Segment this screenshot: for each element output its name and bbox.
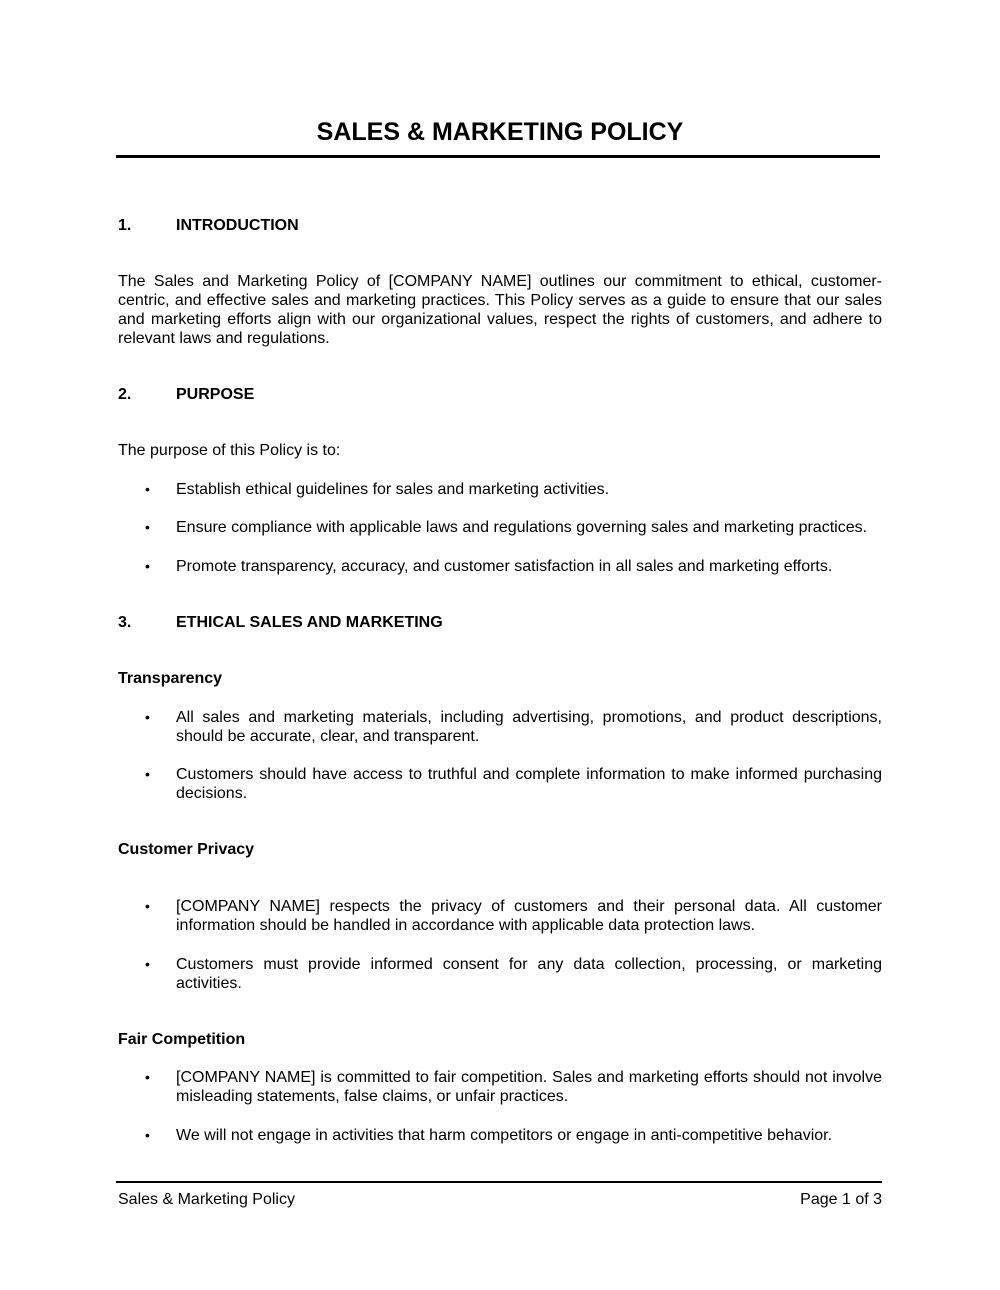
bullet-icon: • (145, 558, 150, 574)
list-item (145, 1068, 882, 1106)
subheading-customer-privacy: Customer Privacy (118, 841, 255, 858)
list-item-text: Customers should have access to truthful and complete information to make informed purchasing decisions. (176, 766, 882, 802)
section-number: 1. (118, 217, 132, 234)
list-item-text: We will not engage in activities that harm competitors or engage in anti-competitive behavior. (176, 1127, 833, 1144)
section-heading-purpose (118, 385, 882, 404)
section-heading-introduction (118, 216, 882, 235)
bullet-icon: • (145, 709, 150, 725)
list-item-text: [COMPANY NAME] is committed to fair competition. Sales and marketing efforts should not involve misleading statements, false claims, or unfair practices. (176, 1069, 882, 1105)
list-item (145, 955, 882, 993)
bullet-icon: • (145, 1069, 150, 1085)
list-item (145, 1126, 882, 1145)
list-item-text: [COMPANY NAME] respects the privacy of customers and their personal data. All customer information should be handled in accordance with applicable data protection laws. (176, 898, 882, 934)
section-title: INTRODUCTION (176, 217, 299, 234)
bullet-icon: • (145, 519, 150, 535)
list-item-text: Ensure compliance with applicable laws and regulations governing sales and marketing practices. (176, 519, 868, 536)
list-item-text: Promote transparency, accuracy, and customer satisfaction in all sales and marketing efforts. (176, 558, 833, 575)
section-number: 3. (118, 614, 132, 631)
page-footer (118, 1190, 882, 1209)
bullet-icon: • (145, 481, 150, 497)
list-item (145, 518, 882, 537)
section-title: ETHICAL SALES AND MARKETING (176, 614, 443, 631)
footer-rule (116, 1181, 882, 1183)
list-item-text: Customers must provide informed consent for any data collection, processing, or marketing activities. (176, 956, 882, 992)
section-heading-ethical-sales (118, 613, 882, 632)
list-item (145, 480, 882, 499)
list-item (145, 557, 882, 576)
list-item (145, 765, 882, 803)
bullet-icon: • (145, 766, 150, 782)
list-item (145, 897, 882, 935)
introduction-paragraph: The Sales and Marketing Policy of [COMPANY NAME] outlines our commitment to ethical, customer-centric, and effective sales and marketing practices. This Policy serves as a guide to ensure that our sales and marketing efforts align with our organizational values, respect the rights of customers, and adhere to relevant laws and regulations. (118, 273, 882, 347)
section-title: PURPOSE (176, 386, 255, 403)
bullet-icon: • (145, 956, 150, 972)
bullet-icon: • (145, 1127, 150, 1143)
document-title: SALES & MARKETING POLICY (316, 118, 684, 146)
list-item-text: Establish ethical guidelines for sales and marketing activities. (176, 481, 610, 498)
bullet-icon: • (145, 898, 150, 914)
footer-page-number: Page 1 of 3 (800, 1191, 882, 1208)
purpose-intro: The purpose of this Policy is to: (118, 442, 341, 459)
subheading-transparency: Transparency (118, 670, 223, 687)
section-number: 2. (118, 386, 132, 403)
list-item-text: All sales and marketing materials, including advertising, promotions, and product descriptions, should be accurate, clear, and transparent. (176, 709, 882, 745)
footer-document-name: Sales & Marketing Policy (118, 1191, 295, 1208)
list-item (145, 708, 882, 746)
subheading-fair-competition: Fair Competition (118, 1031, 246, 1048)
title-rule (116, 155, 880, 158)
